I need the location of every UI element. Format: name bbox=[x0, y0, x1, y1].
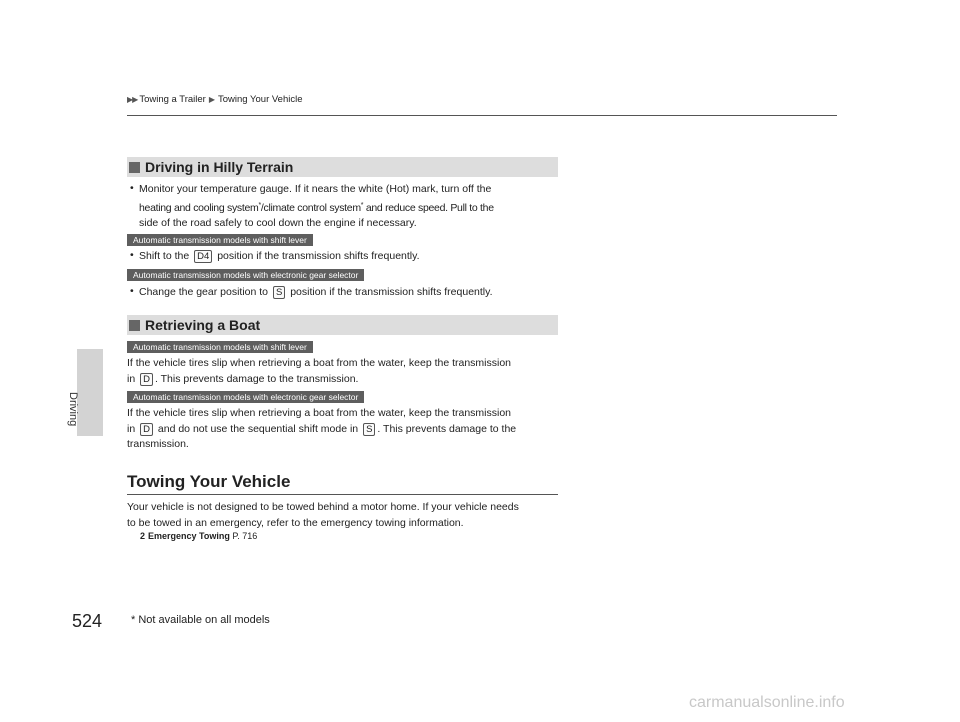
text-span: /climate control system bbox=[260, 201, 361, 214]
bullet-text-gear-s bbox=[139, 285, 559, 301]
model-tag-shift-lever: Automatic transmission models with shift lever bbox=[127, 341, 313, 353]
text-line: Your vehicle is not designed to be towed behind a motor home. If your vehicle needs bbox=[127, 501, 519, 513]
text-span: and do not use the sequential shift mode in bbox=[157, 422, 359, 435]
double-arrow-icon: ▶▶ bbox=[127, 95, 138, 104]
section-header-hilly-terrain bbox=[127, 157, 558, 177]
text-line bbox=[139, 198, 559, 217]
paragraph-towing bbox=[127, 500, 559, 531]
text-line bbox=[127, 372, 559, 388]
reference-icon: 2 bbox=[140, 531, 146, 541]
key-d: D bbox=[140, 423, 153, 436]
page-title: Towing Your Vehicle bbox=[127, 472, 291, 491]
text-span: position if the transmission shifts frequently. bbox=[290, 286, 493, 298]
arrow-icon: ▶ bbox=[208, 95, 215, 104]
paragraph-retrieve-selector bbox=[127, 406, 559, 453]
square-icon bbox=[129, 320, 140, 331]
text-line bbox=[127, 422, 559, 438]
reference-page: P. 716 bbox=[232, 531, 258, 541]
text-line: If the vehicle tires slip when retrieving a boat from the water, keep the transmission bbox=[127, 407, 512, 419]
breadcrumb bbox=[127, 94, 303, 105]
header-rule bbox=[127, 115, 837, 116]
text-line: side of the road safely to cool down the engine if necessary. bbox=[139, 217, 417, 229]
text-line: to be towed in an emergency, refer to the emergency towing information. bbox=[127, 516, 464, 529]
heading-rule bbox=[127, 494, 558, 495]
text-line: transmission. bbox=[127, 438, 189, 450]
text-line: Monitor your temperature gauge. If it nears the white (Hot) mark, turn off the bbox=[139, 183, 492, 195]
bullet-text-temperature bbox=[139, 182, 559, 232]
bullet-icon: • bbox=[130, 285, 134, 297]
reference-link-emergency-towing[interactable] bbox=[140, 531, 257, 541]
text-line: If the vehicle tires slip when retrieving a boat from the water, keep the transmission bbox=[127, 357, 512, 369]
page-number: 524 bbox=[72, 611, 103, 631]
model-tag-electronic-selector: Automatic transmission models with electronic gear selector bbox=[127, 391, 364, 403]
bullet-text-shift-d4 bbox=[139, 249, 559, 265]
square-icon bbox=[129, 162, 140, 173]
key-s: S bbox=[273, 286, 285, 299]
breadcrumb-item-towing-a-trailer[interactable]: Towing a Trailer bbox=[139, 94, 206, 105]
side-tab bbox=[77, 349, 103, 436]
text-span: . This prevents damage to the transmission. bbox=[154, 372, 359, 385]
text-span: Shift to the bbox=[139, 250, 190, 262]
breadcrumb-item-towing-your-vehicle[interactable]: Towing Your Vehicle bbox=[218, 94, 303, 105]
section-title: Driving in Hilly Terrain bbox=[145, 159, 294, 175]
side-tab-label: Driving bbox=[67, 392, 79, 427]
model-tag-electronic-selector: Automatic transmission models with electronic gear selector bbox=[127, 269, 364, 281]
asterisk: * bbox=[360, 201, 364, 209]
text-span: Change the gear position to bbox=[139, 286, 269, 298]
paragraph-retrieve-lever bbox=[127, 356, 559, 387]
key-s: S bbox=[363, 423, 375, 436]
key-d4: D4 bbox=[194, 250, 212, 263]
text-span: in bbox=[127, 372, 136, 385]
text-span: heating and cooling system bbox=[139, 201, 259, 214]
section-title: Retrieving a Boat bbox=[145, 317, 261, 333]
watermark: carmanualsonline.info bbox=[689, 694, 845, 711]
text-span: in bbox=[127, 422, 136, 435]
model-tag-shift-lever: Automatic transmission models with shift lever bbox=[127, 234, 313, 246]
section-header-retrieving-boat bbox=[127, 315, 558, 335]
text-span: position if the transmission shifts frequently. bbox=[217, 250, 420, 262]
asterisk: * bbox=[258, 201, 261, 209]
key-d: D bbox=[140, 373, 153, 386]
text-span: . This prevents damage to the bbox=[377, 422, 517, 435]
bullet-icon: • bbox=[130, 249, 134, 261]
reference-title: Emergency Towing bbox=[148, 531, 230, 541]
bullet-icon: • bbox=[130, 182, 134, 194]
footnote: * Not available on all models bbox=[131, 614, 270, 626]
text-span: and reduce speed. Pull to the bbox=[363, 201, 494, 214]
